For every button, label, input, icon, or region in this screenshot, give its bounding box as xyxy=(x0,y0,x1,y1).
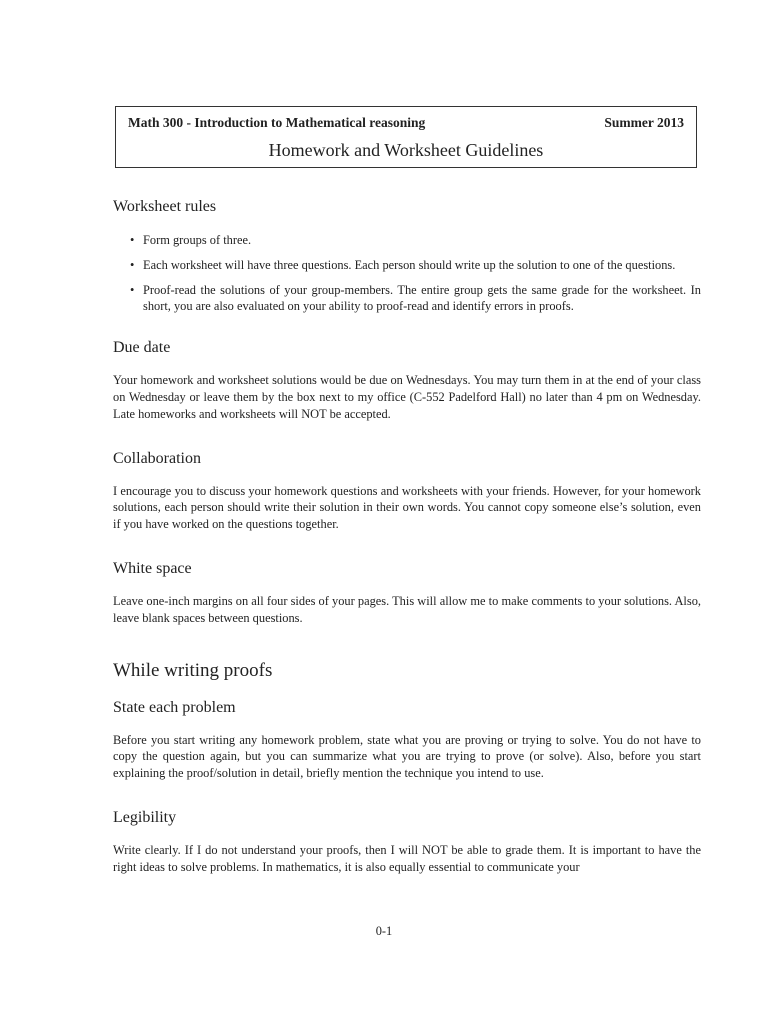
list-item xyxy=(113,282,701,316)
page-number: 0-1 xyxy=(375,924,393,938)
list-item-text: Proof-read the solutions of your group-members. The entire group gets the same grade for the worksheet. In short, you are also evaluated on your ability to proof-read and identify errors in proofs. xyxy=(143,282,701,314)
section-heading-collaboration: Collaboration xyxy=(113,449,201,467)
section-heading-legibility: Legibility xyxy=(113,808,177,826)
course-title: Math 300 - Introduction to Mathematical reasoning xyxy=(128,115,426,130)
worksheet-rules-list xyxy=(113,232,701,315)
legibility-text: Write clearly. If I do not understand your proofs, then I will NOT be able to grade them. It is important to have the right ideas to solve problems. In mathematics, it is also equally essential to communicate your xyxy=(113,842,701,874)
part-heading-proofs: While writing proofs xyxy=(113,659,273,681)
due-date-text: Your homework and worksheet solutions would be due on Wednesdays. You may turn them in at the end of your class on Wednesday or leave them by the box next to my office (C-552 Padelford Hall) no later than 4 pm on Wednesday. Late homeworks and worksheets will NOT be accepted. xyxy=(113,373,701,421)
section-heading-white-space: White space xyxy=(113,559,192,577)
document-body xyxy=(113,196,701,876)
section-heading-state-problem: State each problem xyxy=(113,698,236,716)
collaboration-text: I encourage you to discuss your homework questions and worksheets with your friends. However, for your homework solutions, each person should write their solution in their own words. You cannot copy someone else’s solution, even if you have worked on the questions together. xyxy=(113,483,701,532)
bullet-icon: • xyxy=(130,233,135,247)
white-space-text: Leave one-inch margins on all four sides of your pages. This will allow me to make comments to your solutions. Also, leave blank spaces between questions. xyxy=(113,593,701,625)
list-item xyxy=(113,257,701,274)
list-item-text: Each worksheet will have three questions. Each person should write up the solution to one of the questions. xyxy=(143,257,676,272)
document-title: Homework and Worksheet Guidelines xyxy=(268,140,544,160)
term-label: Summer 2013 xyxy=(604,115,684,130)
section-heading-due-date: Due date xyxy=(113,339,171,357)
bullet-icon: • xyxy=(130,282,135,297)
state-problem-text: Before you start writing any homework problem, state what you are proving or trying to solve. You do not have to copy the question again, but you can summarize what you are trying to prove (or solve). Also, before you start explaining the proof/solution in detail, briefly mention the technique you intend to use. xyxy=(113,732,701,781)
list-item-text: Form groups of three. xyxy=(143,233,252,247)
bullet-icon: • xyxy=(130,257,135,272)
list-item xyxy=(113,232,701,249)
section-heading-worksheet-rules: Worksheet rules xyxy=(113,198,217,215)
header-box xyxy=(115,106,697,168)
